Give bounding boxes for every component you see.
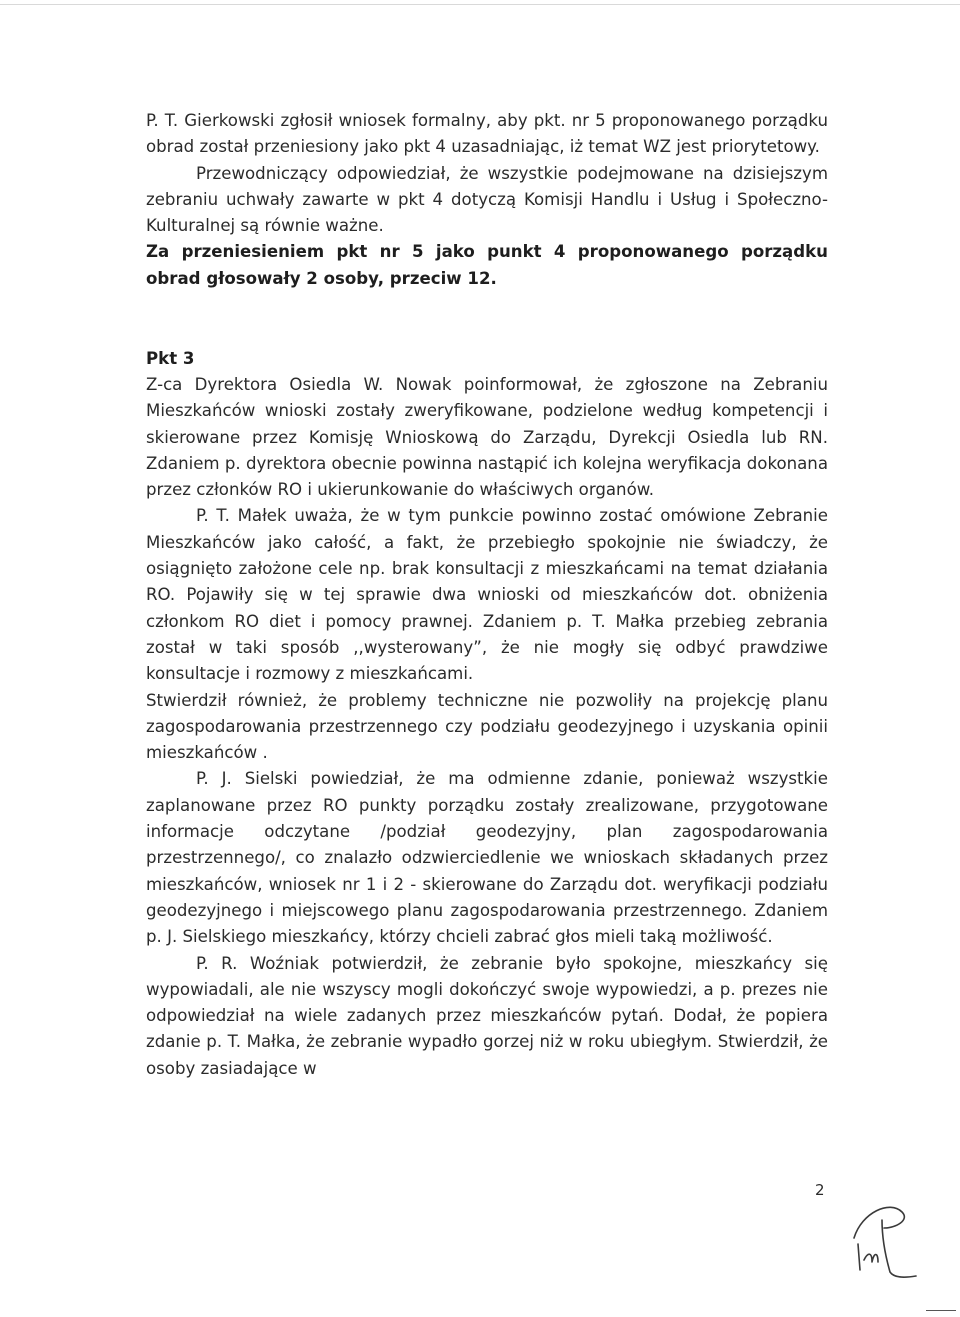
paragraph-chairman-reply: Przewodniczący odpowiedział, że wszystkie podejmowane na dzisiejszym zebraniu uchwały zawarte w pkt 4 dotyczą Komisji Handlu i Usług i Społeczno-Kulturalnej są równie ważne.	[146, 163, 828, 236]
paragraph-wozniak-opinion: P. R. Woźniak potwierdził, że zebranie było spokojne, mieszkańcy się wypowiadali, ale nie wszyscy mogli dokończyć swoje wypowiedzi, a p. prezes nie odpowiedział na wiele zadanych przez mieszkańców pytań. Dodał, że popiera zdanie p. T. Małka, że zebranie wypadło gorzej niż w roku ubiegłym. Stwierdził, że osoby zasiadające w	[146, 953, 828, 1078]
paragraph-sielski-opinion: P. J. Sielski powiedział, że ma odmienne zdanie, ponieważ wszystkie zaplanowane przez RO punkty porządku zostały zrealizowane, przygotowane informacje odczytane /podział geodezyjny, plan zagospodarowania przestrzennego/, co znalazło odzwierciedlenie we wnioskach składanych przez mieszkańców, wniosek nr 1 i 2 - skierowane do Zarządu dot. weryfikacji podziału geodezyjnego i miejscowego planu zagospodarowania przestrzennego. Zdaniem p. J. Sielskiego mieszkańcy, którzy chcieli zabrać głos mieli taką możliwość.	[146, 769, 828, 947]
corner-mark	[926, 1310, 956, 1311]
handwritten-signature	[838, 1198, 918, 1288]
section-heading: Pkt 3	[146, 349, 195, 368]
paragraph-nowak-report: Z-ca Dyrektora Osiedla W. Nowak poinformował, że zgłoszone na Zebraniu Mieszkańców wnioski zostały zweryfikowane, podzielone według kompetencji i skierowane przez Komisję Wnioskową do Zarządu, Dyrekcji Osiedla lub RN. Zdaniem p. dyrektora obecnie powinna nastąpić ich kolejna weryfikacja dokonana przez członków RO i ukierunkowanie do właściwych organów.	[146, 375, 828, 500]
paragraph-malek-technical: Stwierdził również, że problemy techniczne nie pozwoliły na projekcję planu zagospodarowania przestrzennego czy podziału geodezyjnego i uzyskania opinii mieszkańców .	[146, 690, 828, 763]
document-body-part-2	[146, 372, 828, 1082]
paragraph-malek-opinion: P. T. Małek uważa, że w tym punkcie powinno zostać omówione Zebranie Mieszkańców jako całość, a fakt, że przebiegło spokojnie nie świadczy, że osiągnięto założone cele np. brak konsultacji z mieszkańcami na temat działania RO. Pojawiły się w tej sprawie dwa wnioski od mieszkańców dot. obniżenia członkom RO diet i pomocy prawnej. Zdaniem p. T. Małka przebieg zebrania został w taki sposób ,,wysterowany”, że nie mogły się odbyć prawdziwe konsultacje i rozmowy z mieszkańcami.	[146, 506, 828, 684]
vote-result: Za przeniesieniem pkt nr 5 jako punkt 4 proponowanego porządku obrad głosowały 2 osoby, przeciw 12.	[146, 242, 828, 288]
paragraph-gierkowski-motion: P. T. Gierkowski zgłosił wniosek formalny, aby pkt. nr 5 proponowanego porządku obrad został przeniesiony jako pkt 4 uzasadniając, iż temat WZ jest priorytetowy.	[146, 111, 828, 157]
page-number: 2	[815, 1181, 825, 1199]
document-body-part-1	[146, 108, 828, 292]
top-divider	[0, 4, 960, 5]
